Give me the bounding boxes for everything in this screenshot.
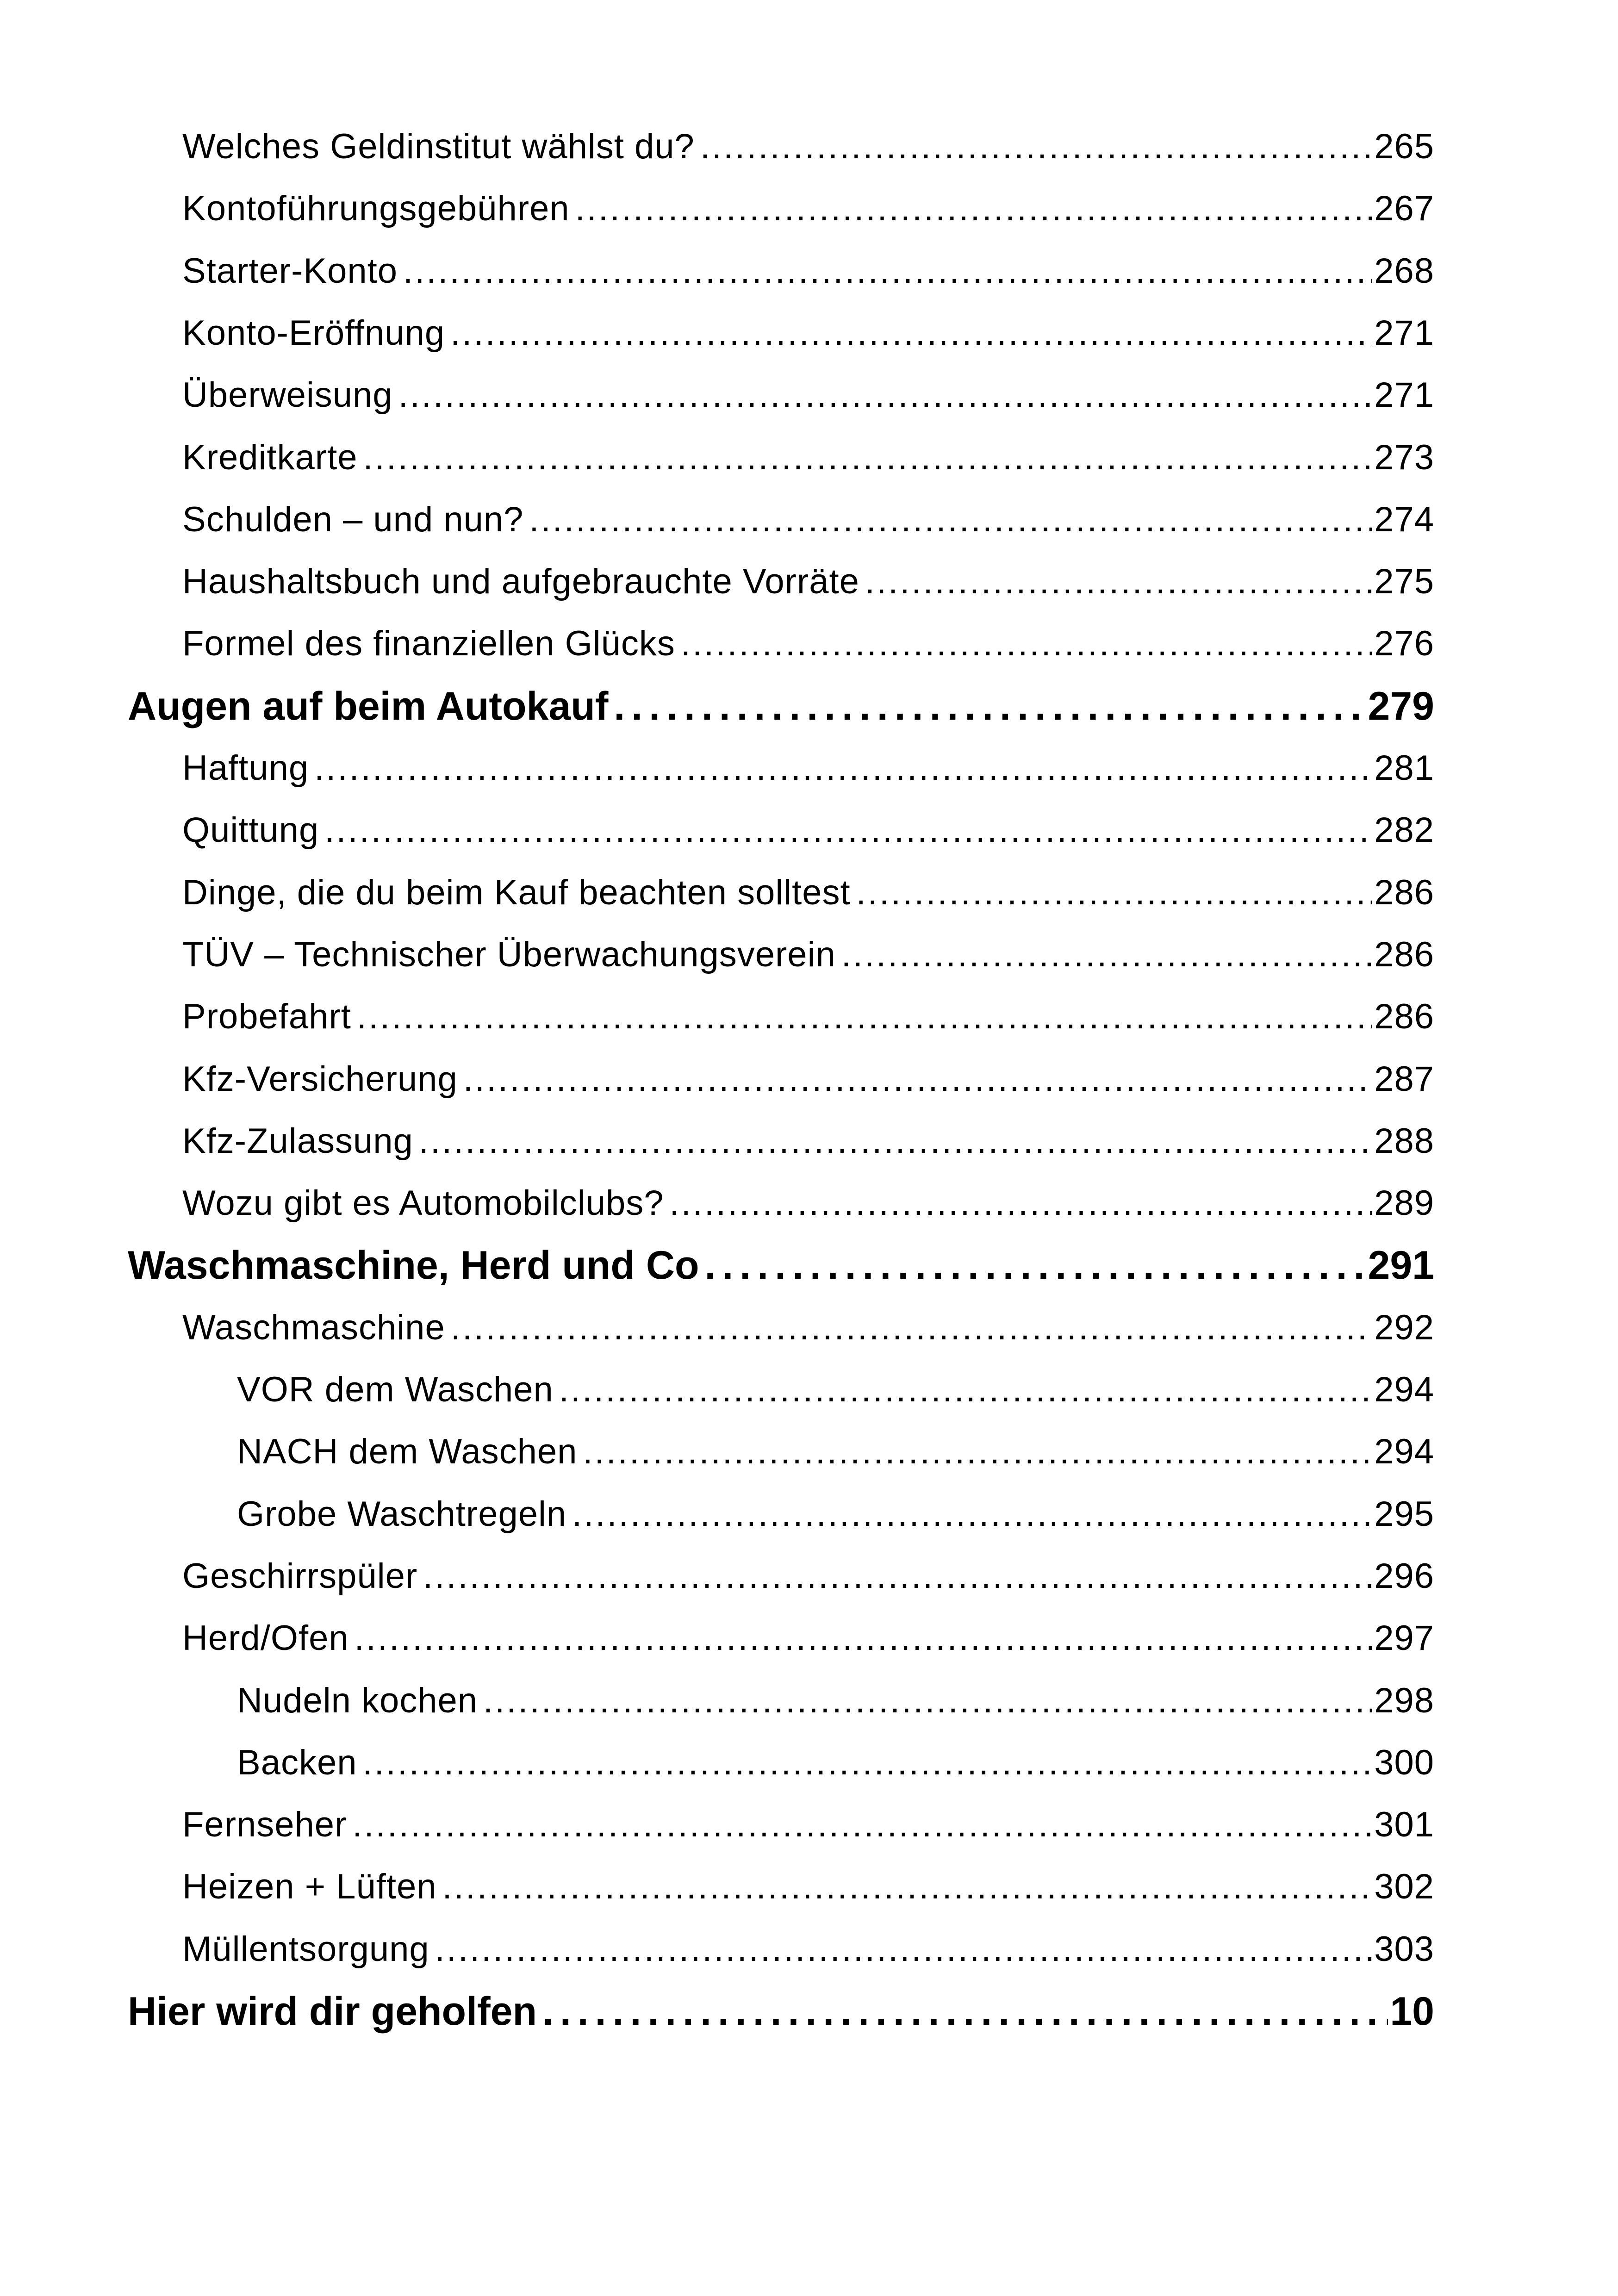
page-number: 288 <box>1374 1121 1434 1161</box>
toc-entry <box>182 986 1434 1048</box>
dot-leader <box>463 1048 1372 1110</box>
dot-leader <box>314 737 1372 799</box>
entry-title: Waschmaschine, Herd und Co <box>128 1243 699 1288</box>
dot-leader <box>451 1297 1372 1359</box>
toc-chapter <box>128 675 1434 737</box>
page-number: 295 <box>1374 1494 1434 1534</box>
page-number: 271 <box>1374 375 1434 415</box>
dot-leader <box>681 613 1372 675</box>
toc-entry <box>237 1483 1434 1545</box>
toc-entry <box>182 613 1434 675</box>
dot-leader <box>865 551 1372 613</box>
toc-entry <box>237 1732 1434 1794</box>
entry-title: Heizen + Lüften <box>182 1867 437 1907</box>
entry-title: Formel des finanziellen Glücks <box>182 624 675 664</box>
entry-title: Hier wird dir geholfen <box>128 1989 537 2034</box>
dot-leader <box>357 986 1372 1048</box>
page-number: 294 <box>1374 1432 1434 1472</box>
page-number: 271 <box>1374 313 1434 353</box>
entry-title: Kfz-Versicherung <box>182 1059 458 1099</box>
toc-entry <box>182 1794 1434 1856</box>
dot-leader <box>419 1110 1372 1172</box>
entry-title: Haftung <box>182 748 309 788</box>
dot-leader <box>435 1918 1373 1980</box>
toc-entry <box>182 1918 1434 1980</box>
toc-entry <box>182 1110 1434 1172</box>
dot-leader <box>670 1172 1373 1234</box>
dot-leader <box>700 116 1372 178</box>
dot-leader <box>572 1483 1372 1545</box>
toc-entry <box>182 1545 1434 1607</box>
toc-entry <box>182 1607 1434 1669</box>
entry-title: Fernseher <box>182 1805 347 1845</box>
dot-leader <box>398 364 1373 426</box>
page-number: 273 <box>1374 437 1434 477</box>
entry-title: Kontoführungsgebühren <box>182 189 570 229</box>
entry-title: Kreditkarte <box>182 437 358 477</box>
toc-entry <box>182 737 1434 799</box>
page-number: 282 <box>1374 810 1434 850</box>
toc-entry <box>182 1297 1434 1359</box>
entry-title: Schulden – und nun? <box>182 499 524 539</box>
toc-entry <box>182 489 1434 551</box>
dot-leader <box>856 862 1373 924</box>
toc-entry <box>182 1856 1434 1918</box>
page-number: 287 <box>1374 1059 1434 1099</box>
toc-entry <box>237 1670 1434 1732</box>
page-number: 302 <box>1374 1867 1434 1907</box>
page-number: 286 <box>1374 997 1434 1037</box>
page-number: 300 <box>1374 1742 1434 1782</box>
dot-leader <box>324 799 1372 861</box>
entry-title: Probefahrt <box>182 997 351 1037</box>
toc-entry <box>182 1172 1434 1234</box>
page-number: 10 <box>1390 1989 1434 2034</box>
page-number: 275 <box>1374 562 1434 602</box>
page-number: 294 <box>1374 1370 1434 1409</box>
entry-title: Kfz-Zulassung <box>182 1121 413 1161</box>
toc-entry <box>182 240 1434 302</box>
toc-entry <box>182 178 1434 240</box>
toc-entry <box>182 302 1434 364</box>
dot-leader <box>352 1794 1372 1856</box>
dot-leader <box>483 1670 1372 1732</box>
entry-title: Wozu gibt es Automobilclubs? <box>182 1183 664 1223</box>
dot-leader <box>705 1234 1366 1296</box>
dot-leader <box>363 1732 1373 1794</box>
entry-title: Herd/Ofen <box>182 1618 349 1658</box>
dot-leader <box>559 1359 1372 1421</box>
toc-entry <box>182 364 1434 426</box>
page-number: 297 <box>1374 1618 1434 1658</box>
entry-title: Nudeln kochen <box>237 1680 478 1720</box>
dot-leader <box>614 675 1366 737</box>
toc-entry <box>237 1359 1434 1421</box>
page-number: 267 <box>1374 189 1434 229</box>
page-number: 292 <box>1374 1307 1434 1347</box>
entry-title: Quittung <box>182 810 319 850</box>
entry-title: Müllentsorgung <box>182 1929 429 1969</box>
page-number: 274 <box>1374 499 1434 539</box>
page-number: 279 <box>1368 684 1434 728</box>
toc-entry <box>182 551 1434 613</box>
dot-leader <box>575 178 1373 240</box>
entry-title: Starter-Konto <box>182 251 398 291</box>
entry-title: TÜV – Technischer Überwachungsverein <box>182 934 836 974</box>
page-number: 296 <box>1374 1556 1434 1596</box>
dot-leader <box>403 240 1372 302</box>
entry-title: Überweisung <box>182 375 393 415</box>
entry-title: Augen auf beim Autokauf <box>128 684 609 728</box>
toc-entry <box>182 1048 1434 1110</box>
dot-leader <box>355 1607 1373 1669</box>
toc-entry <box>182 116 1434 178</box>
page-number: 289 <box>1374 1183 1434 1223</box>
dot-leader <box>529 489 1372 551</box>
page-number: 286 <box>1374 872 1434 912</box>
toc-entry <box>182 427 1434 489</box>
entry-title: Grobe Waschtregeln <box>237 1494 567 1534</box>
entry-title: Geschirrspüler <box>182 1556 418 1596</box>
entry-title: Welches Geldinstitut wählst du? <box>182 127 695 166</box>
entry-title: NACH dem Waschen <box>237 1432 578 1472</box>
page-number: 303 <box>1374 1929 1434 1969</box>
dot-leader <box>442 1856 1373 1918</box>
toc-entry <box>237 1421 1434 1483</box>
page-number: 301 <box>1374 1805 1434 1845</box>
dot-leader <box>363 427 1373 489</box>
entry-title: Haushaltsbuch und aufgebrauchte Vorräte <box>182 562 859 602</box>
page-number: 291 <box>1368 1243 1434 1288</box>
page-number: 265 <box>1374 127 1434 166</box>
page-number: 281 <box>1374 748 1434 788</box>
entry-title: VOR dem Waschen <box>237 1370 554 1409</box>
dot-leader <box>841 924 1372 986</box>
entry-title: Backen <box>237 1742 357 1782</box>
toc-entry <box>182 924 1434 986</box>
toc-entry <box>182 862 1434 924</box>
entry-title: Dinge, die du beim Kauf beachten solltest <box>182 872 851 912</box>
dot-leader <box>450 302 1372 364</box>
page-number: 298 <box>1374 1680 1434 1720</box>
dot-leader <box>423 1545 1372 1607</box>
dot-leader <box>542 1980 1388 2042</box>
page-number: 268 <box>1374 251 1434 291</box>
entry-title: Waschmaschine <box>182 1307 445 1347</box>
toc-chapter <box>128 1980 1434 2042</box>
page-number: 286 <box>1374 934 1434 974</box>
page-number: 276 <box>1374 624 1434 664</box>
entry-title: Konto-Eröffnung <box>182 313 445 353</box>
dot-leader <box>583 1421 1372 1483</box>
toc-entry <box>182 799 1434 861</box>
toc-chapter <box>128 1234 1434 1296</box>
